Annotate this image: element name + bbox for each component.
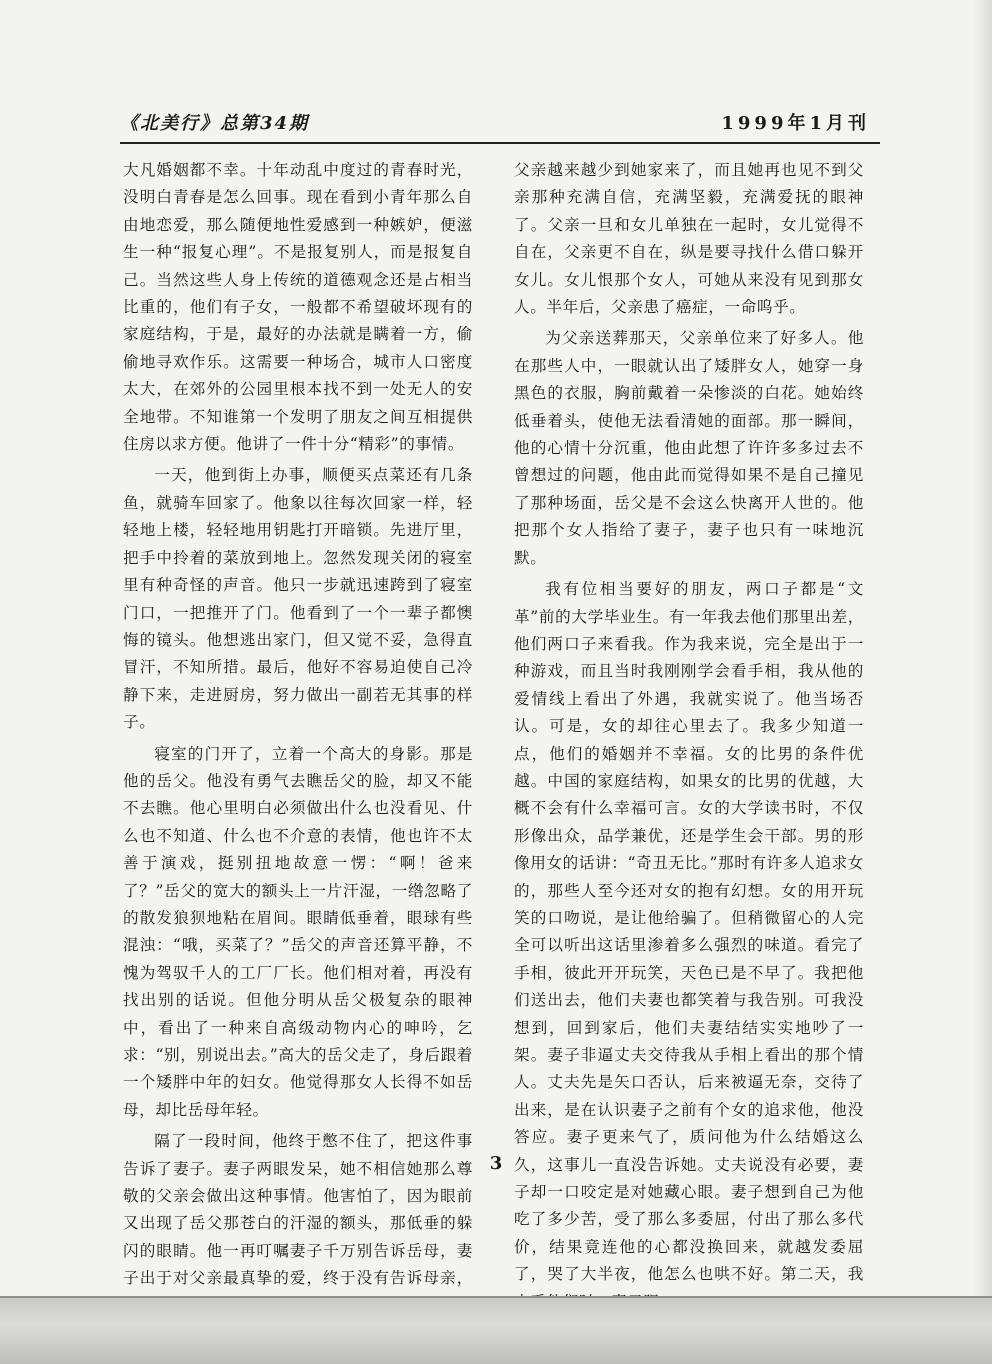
paragraph: 为父亲送葬那天，父亲单位来了好多人。他在那些人中，一眼就认出了矮胖女人，她穿一身黑色的衣服，胸前戴着一朵惨淡的白花。她始终低垂着头，使他无法看清她的面部。那一瞬间，他的心情十分沉重，他由此想了许许多多过去不曾想过的问题，他由此而觉得如果不是自己撞见了那种场面，岳父是不会这么快离开人世的。他把那个女人指给了妻子，妻子也只有一味地沉默。 (514, 329, 864, 567)
issue-date-label: 1999年1月刊 (721, 113, 870, 134)
paragraph: 一天，他到街上办事，顺便买点菜还有几条鱼，就骑车回家了。他象以往每次回家一样，轻轻地上楼，轻轻地用钥匙打开暗锁。先进厅里，把手中拎着的菜放到地上。忽然发现关闭的寝室里有种奇怪的声音。他只一步就迅速跨到了寝室门口，一把推开了门。他看到了一个一辈子都懊悔的镜头。他想逃出家门，但又觉不妥，急得直冒汗，不知所措。最后，他好不容易迫使自己冷静下来，走进厨房，努力做出一副若无其事的样子。 (123, 466, 473, 732)
paragraph: 我有位相当要好的朋友，两口子都是“文革”前的大学毕业生。有一年我去他们那里出差，他们两口子来看我。作为我来说，完全是出于一种游戏，而且当时我刚刚学会看手相，我从他的爱情线上看出了外遇，我就实说了。他当场否认。可是，女的却往心里去了。我多少知道一点，他们的婚姻并不幸福。女的比男的条件优越。中国的家庭结构，如果女的比男的优越，大概不会有什么幸福可言。女的大学读书时，不仅形像出众，品学兼优，还是学生会干部。男的形像用女的话讲：“奇丑无比。”那时有许多人追求女的，那些人至今还对女的抱有幻想。女的用开玩笑的口吻说，是让他给骗了。但稍微留心的人完全可以听出这话里渗着多么强烈的味道。看完了手相，彼此开开玩笑，天色已是不早了。我把他们送出去，他们夫妻也都笑着与我告别。可我没想到，回到家后，他们夫妻结结实实地吵了一架。妻子非逼丈夫交待我从手相上看出的那个情人。丈夫先是矢口否认，后来被逼无奈，交待了出来，是在认识妻子之前有个女的追求他，他没答应。妻子更来气了，质问他为什么结婚这么久，这事儿一直没告诉她。丈夫说没有必要，妻子却一口咬定是对她藏心眼。妻子想到自己为他吃了多少苦，受了那么多委屈，付出了那么多代价，结果竟连他的心都没换回来，就越发委屈了，哭了大半夜，他怎么也哄不好。第二天，我 (514, 580, 864, 1284)
paragraph: 隔了一段时间，他终于憋不住了，把这件事告诉了妻子。妻子两眼发呆，她不相信她那么尊敬的父亲会做出这种事情。他害怕了，因为眼前又出现了岳父那苍白的汗湿的额头，那低垂的躲闪的眼睛。他一再叮嘱妻子千万别告诉岳母，妻子出于对父亲最真挚的爱，终于没有告诉母亲， (123, 1132, 473, 1288)
paragraph: 大凡婚姻都不幸。十年动乱中度过的青春时光，没明白青春是怎么回事。现在看到小青年那么自由地恋爱，那么随便地性爱感到一种嫉妒，便滋生一种“报复心理”。不是报复别人，而是报复自己。当然这些人身上传统的道德观念还是占相当比重的，他们有子女，一般都不希望破坏现有的家庭结构，于是，最好的办法就是瞒着一方，偷偷地寻欢作乐。这需要一种场合，城市人口密度太大，在郊外的公园里根本找不到一处无人的安全地带。不知谁第一个发明了朋友之间互相提供住房以求方便。他讲了一件十分“精彩”的事情。 (123, 161, 473, 454)
paragraph: 寝室的门开了，立着一个高大的身影。那是他的岳父。他没有勇气去瞧岳父的脸，却又不能不去瞧。他心里明白必须做出什么也没看见、什么也不知道、什么也不介意的表情，他也许不太善于演戏，挺别扭地故意一愣：“啊！爸来了？”岳父的宽大的额头上一片汗湿，一绺忽略了的散发狼狈地粘在眉间。眼睛低垂着，眼球有些混浊：“哦，买菜了？”岳父的声音还算平静，不愧为驾驭千人的工厂厂长。他们相对着，再没有找出别的话说。但他分明从岳父极复杂的眼神中，看出了一种来自高级动物内心的呻吟，乞求：“别，别说出去。”高大的岳父走了，身后跟着一个矮胖中年的妇女。他觉得那女人长得不如岳母，却比岳母年轻。 (123, 744, 473, 1119)
running-header (120, 101, 870, 141)
text-column-right (514, 157, 864, 1320)
page-number: 3 (489, 1153, 503, 1174)
paragraph: 父亲越来越少到她家来了，而且她再也见不到父亲那种充满自信，充满坚毅，充满爱抚的眼神了。父亲一旦和女儿单独在一起时，女儿觉得不自在，父亲更不自在，纵是要寻找什么借口躲开女儿。女儿恨那个女人，可她从来没有见到那女人。半年后，父亲患了癌症，一命呜乎。 (514, 161, 864, 317)
journal-issue-label: 《北美行》总第34期 (120, 113, 310, 134)
header-rule (120, 142, 880, 144)
scan-bottom-margin (0, 1298, 992, 1364)
text-column-left (123, 157, 473, 1324)
